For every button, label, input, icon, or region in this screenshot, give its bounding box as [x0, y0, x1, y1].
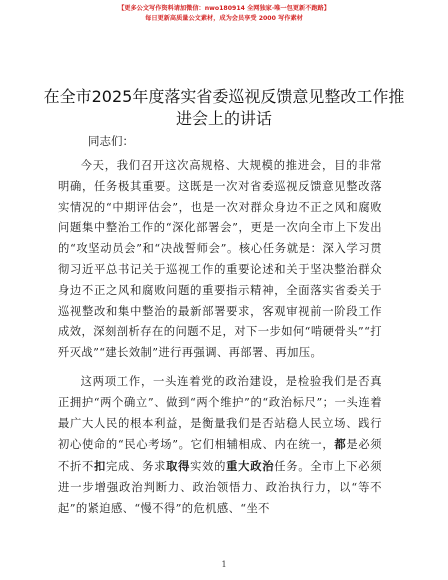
header-banner	[0, 4, 448, 24]
bold-text: 都	[334, 437, 347, 452]
paragraph-2-text-a: 这两项工作，一头连着党的政治建设，是检验我们是否真正拥护“两个确立”、做到“两个维护”的“政治标尺”；一头连着最广大人民的根本利益，是衡量我们是否站稳人民立场、践行初心使命的“民心考场”。它们相辅相成、内在统一，	[58, 374, 382, 452]
paragraph-2-text-d: 实效的	[190, 460, 227, 474]
document-body	[58, 156, 382, 528]
paragraph-2	[58, 372, 382, 520]
paragraph-1: 今天，我们召开这次高规格、大规模的推进会，目的非常明确，任务极其重要。这既是一次对省委巡视反馈意见整改落实情况的“中期评估会”，也是一次对群众身边不正之风和腐败问题集中整治工作的“深化部署会”，更是一次向全市上下发出的“攻坚动员会”和“决战誓师会”。核心任务就是：深入学习贯彻习近平总书记关于巡视工作的重要论述和关于坚决整治群众身边不正之风和腐败问题的重要指示精神，全面落实省委关于巡视整改和集中整治的最新部署要求，客观审视前一阶段工作成效，深刻剖析存在的问题不足，对下一步如何“啃硬骨头”“打歼灭战”“建长效制”进行再强调、再部署、再加压。	[58, 159, 382, 360]
bold-text: 取得	[166, 459, 191, 474]
bold-text: 重大政治	[226, 459, 275, 474]
document-title: 在全市2025年度落实省委巡视反馈意见整改工作推进会上的讲话	[43, 87, 405, 128]
page-number: 1	[221, 560, 227, 569]
greeting: 同志们：	[88, 134, 134, 148]
paragraph-2-text-c: 完成、务求	[106, 460, 167, 474]
paragraph-2-text-e: 任务。全市上下必须进一步增强政治判断力、政治领悟力、政治执行力，以“等不起”的紧迫感、“慢不得”的危机感、“坐不	[58, 460, 382, 515]
banner-line-2: 每日更新高质量公文素材，成为会员享受 2000 写作素材	[145, 15, 303, 22]
banner-line-1: 【更多公文写作资料请加微信：nwo180914 全网独家·唯一包更新不跑路】	[118, 5, 330, 12]
bold-text: 扣	[94, 459, 107, 474]
paragraph-2-text-b: 是必须不折不	[58, 438, 383, 474]
